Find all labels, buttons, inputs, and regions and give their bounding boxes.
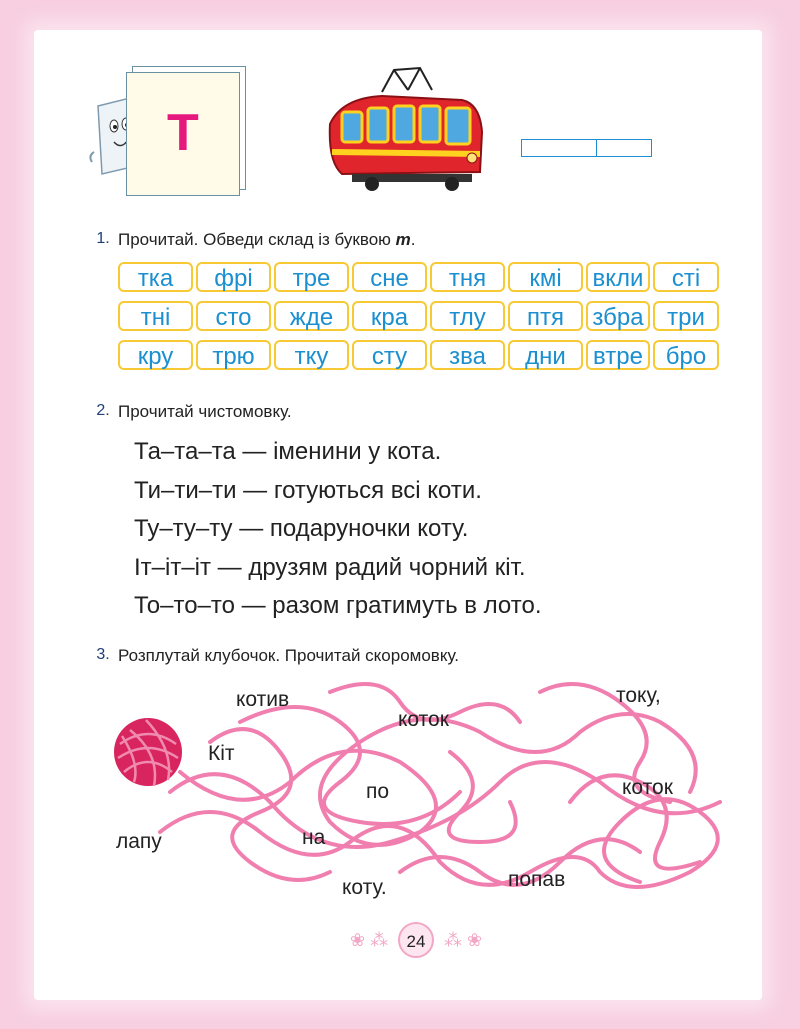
syllable-box[interactable]: втре — [586, 340, 650, 370]
word-kotu: коту. — [342, 876, 387, 899]
task-number-1: 1. — [92, 228, 114, 250]
syllable-box[interactable]: вкли — [586, 262, 650, 292]
syllable-box[interactable]: дни — [508, 340, 583, 370]
letter-t: Т — [167, 104, 199, 162]
syllable-box[interactable]: бро — [653, 340, 719, 370]
poem-line: То–то–то — разом гратимуть в лото. — [134, 592, 542, 619]
syllable-box[interactable]: три — [653, 301, 719, 331]
syllable-grid — [118, 262, 738, 379]
syllable-box[interactable]: сне — [352, 262, 427, 292]
syllable-box[interactable]: тка — [118, 262, 193, 292]
syllable-box[interactable]: сто — [196, 301, 271, 331]
word-kotok-1: коток — [398, 708, 449, 731]
word-kit: Кіт — [208, 742, 235, 765]
syllable-scheme — [521, 139, 652, 157]
syllable-box[interactable]: тку — [274, 340, 349, 370]
tongue-twister-poem — [134, 438, 694, 631]
task1-instruction: Прочитай. Обведи склад із буквою т. — [118, 230, 416, 249]
poem-line: Іт–іт–іт — друзям радий чорний кіт. — [134, 553, 526, 581]
task3-instruction: Розплутай клубочок. Прочитай скоромовку. — [118, 646, 459, 665]
syllable-box[interactable]: тні — [118, 301, 193, 331]
poem-line: Та–та–та — іменини у кота. — [134, 438, 442, 465]
syllable-box[interactable]: сті — [653, 262, 719, 292]
syllable-box[interactable]: фрі — [196, 262, 271, 292]
task-number-3: 3. — [92, 644, 114, 666]
syllable-box[interactable]: трю — [196, 340, 271, 370]
poem-line: Ту–ту–ту — подаруночки коту. — [134, 515, 469, 542]
page-number: 24 — [398, 922, 434, 958]
syllable-box[interactable]: тре — [274, 262, 349, 292]
yarn-ball-icon — [110, 714, 186, 790]
syllable-row — [118, 262, 738, 292]
ornament-left-icon: ❀ ⁂ — [350, 930, 389, 950]
tram-icon — [322, 62, 492, 198]
syllable-row — [118, 301, 738, 331]
syllable-box[interactable]: кру — [118, 340, 193, 370]
syllable-row — [118, 340, 738, 370]
task-number-2: 2. — [92, 400, 114, 422]
word-na: на — [302, 826, 326, 849]
task2-instruction: Прочитай чистомовку. — [118, 402, 292, 421]
syllable-box[interactable]: кмі — [508, 262, 583, 292]
syllable-box[interactable]: жде — [274, 301, 349, 331]
letter-card — [126, 72, 240, 196]
syllable-box[interactable]: тня — [430, 262, 505, 292]
word-kotyv: котив — [236, 688, 290, 711]
syllable-box[interactable]: збра — [586, 301, 650, 331]
word-kotok-2: коток — [622, 776, 673, 799]
syllable-box[interactable]: кра — [352, 301, 427, 331]
word-po: по — [366, 780, 390, 803]
syllable-box[interactable]: тлу — [430, 301, 505, 331]
poem-line: Ти–ти–ти — готуються всі коти. — [134, 476, 482, 504]
ornament-right-icon: ⁂ ❀ — [444, 930, 483, 950]
syllable-box[interactable]: сту — [352, 340, 427, 370]
word-lapu: лапу — [116, 830, 162, 853]
syllable-box[interactable]: птя — [508, 301, 583, 331]
word-toku: току, — [616, 684, 661, 707]
syllable-box[interactable]: зва — [430, 340, 505, 370]
word-popav: попав — [508, 868, 566, 891]
